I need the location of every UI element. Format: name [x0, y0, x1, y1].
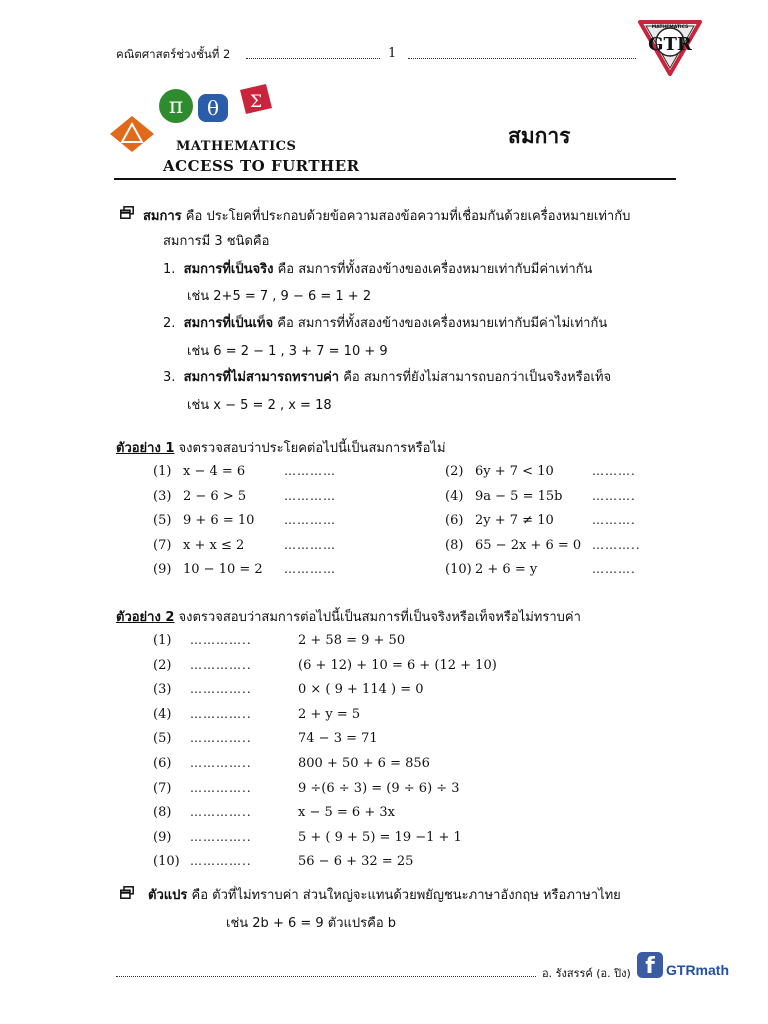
example2-num: (6) [153, 756, 172, 771]
kind-name: สมการที่เป็นเท็จ [183, 316, 274, 331]
page-title: สมการ [508, 124, 571, 148]
example2-expr: 9 ÷(6 ÷ 3) = (9 ÷ 6) ÷ 3 [298, 781, 460, 796]
kind-name: สมการที่เป็นจริง [183, 262, 274, 277]
kind-num: 1. [163, 262, 176, 277]
example2-num: (2) [153, 658, 172, 673]
logo-line2: ACCESS TO FURTHER [163, 157, 360, 175]
example2-blank: ………….. [190, 805, 252, 819]
kind-item [163, 366, 611, 387]
example1-blank: ………… [284, 562, 336, 576]
kind-num: 2. [163, 316, 176, 331]
example2-blank: ………….. [190, 658, 252, 672]
example2-num: (9) [153, 830, 172, 845]
example1-instruction: จงตรวจสอบว่าประโยคต่อไปนี้เป็นสมการหรือไม่ [174, 441, 446, 456]
example1-expr: 9 + 6 = 10 [183, 513, 255, 528]
variable-term: ตัวแปร [148, 888, 188, 903]
example2-num: (10) [153, 854, 180, 869]
kind-example: เช่น 2+5 = 7 , 9 − 6 = 1 + 2 [187, 289, 372, 304]
kind-item [163, 312, 607, 333]
example1-num: (10) [445, 562, 472, 577]
footer-author: อ. รังสรรค์ (อ. ปิง) [542, 967, 631, 980]
example2-expr: 5 + ( 9 + 5) = 19 −1 + 1 [298, 830, 462, 845]
example2-num: (7) [153, 781, 172, 796]
title-rule [114, 178, 676, 180]
example1-num: (7) [153, 538, 172, 553]
example1-expr: x + x ≤ 2 [183, 538, 245, 553]
kind-example: เช่น x − 5 = 2 , x = 18 [187, 398, 332, 413]
example2-expr: (6 + 12) + 10 = 6 + (12 + 10) [298, 658, 497, 673]
example2-heading [116, 606, 581, 627]
example2-blank: ………….. [190, 731, 252, 745]
example1-expr: 65 − 2x + 6 = 0 [475, 538, 582, 553]
example2-expr: 56 − 6 + 32 = 25 [298, 854, 414, 869]
header-dotline-left [246, 58, 380, 59]
example1-num: (4) [445, 489, 464, 504]
example2-expr: 800 + 50 + 6 = 856 [298, 756, 430, 771]
kind-num: 3. [163, 370, 176, 385]
example2-blank: ………….. [190, 682, 252, 696]
header-dotline-right [408, 58, 636, 59]
example1-num: (2) [445, 464, 464, 479]
delta-symbol-icon [110, 116, 154, 152]
example2-blank: ………….. [190, 756, 252, 770]
example1-num: (1) [153, 464, 172, 479]
example1-label: ตัวอย่าง 1 [116, 441, 175, 456]
variable-line [148, 884, 621, 905]
example2-num: (3) [153, 682, 172, 697]
example1-blank: ………… [284, 538, 336, 552]
example2-expr: x − 5 = 6 + 3x [298, 805, 395, 820]
example1-expr: 6y + 7 < 10 [475, 464, 554, 479]
page-number: 1 [388, 46, 397, 61]
window-icon [120, 886, 134, 899]
example1-num: (3) [153, 489, 172, 504]
definition-line [143, 205, 630, 226]
example1-blank: ………… [284, 464, 336, 478]
definition-term: สมการ [143, 209, 182, 224]
svg-text:π: π [168, 94, 184, 119]
example2-blank: ………….. [190, 781, 252, 795]
example1-blank: ………. [592, 464, 636, 478]
kind-name: สมการที่ไม่สามารถทราบค่า [183, 370, 340, 385]
example2-num: (1) [153, 633, 172, 648]
svg-text:Σ: Σ [249, 92, 263, 112]
logo-line1: MATHEMATICS [176, 139, 297, 154]
example1-expr: 2y + 7 ≠ 10 [475, 513, 554, 528]
example2-num: (4) [153, 707, 172, 722]
example1-num: (6) [445, 513, 464, 528]
example1-blank: ………. [592, 562, 636, 576]
footer-dotline [116, 976, 536, 977]
example1-blank: ………. [592, 489, 636, 503]
example2-expr: 2 + 58 = 9 + 50 [298, 633, 406, 648]
kind-desc: คือ สมการที่ทั้งสองข้างของเครื่องหมายเท่ากับมีค่าเท่ากัน [273, 262, 593, 277]
example2-blank: ………….. [190, 854, 252, 868]
example2-num: (8) [153, 805, 172, 820]
brand-link[interactable]: GTRmath [666, 962, 729, 978]
example2-blank: ………….. [190, 707, 252, 721]
badge-text: MATHEMATICS [651, 25, 689, 30]
variable-text: คือ ตัวที่ไม่ทราบค่า ส่วนใหญ่จะแทนด้วยพยัญชนะภาษาอังกฤษ หรือภาษาไทย [187, 888, 621, 903]
example2-blank: ………….. [190, 830, 252, 844]
example1-heading [116, 437, 446, 458]
kind-desc: คือ สมการที่ยังไม่สามารถบอกว่าเป็นจริงหรือเท็จ [339, 370, 612, 385]
example1-num: (9) [153, 562, 172, 577]
header-course: คณิตศาสตร์ช่วงชั้นที่ 2 [116, 47, 231, 61]
example1-expr: x − 4 = 6 [183, 464, 246, 479]
example1-expr: 2 + 6 = y [475, 562, 538, 577]
example1-expr: 10 − 10 = 2 [183, 562, 263, 577]
example1-expr: 9a − 5 = 15b [475, 489, 563, 504]
example2-expr: 74 − 3 = 71 [298, 731, 378, 746]
example1-blank: ………… [284, 513, 336, 527]
kind-example: เช่น 6 = 2 − 1 , 3 + 7 = 10 + 9 [187, 344, 388, 359]
example1-expr: 2 − 6 > 5 [183, 489, 247, 504]
example2-num: (5) [153, 731, 172, 746]
gtr-badge-logo [636, 18, 704, 76]
example2-expr: 0 × ( 9 + 114 ) = 0 [298, 682, 424, 697]
example1-blank: ………. [592, 513, 636, 527]
svg-text:θ: θ [206, 96, 220, 120]
badge-letters: GTR [648, 34, 692, 55]
example1-num: (8) [445, 538, 464, 553]
example2-blank: ………….. [190, 633, 252, 647]
example2-expr: 2 + y = 5 [298, 707, 361, 722]
kind-desc: คือ สมการที่ทั้งสองข้างของเครื่องหมายเท่ากับมีค่าไม่เท่ากัน [273, 316, 608, 331]
example1-num: (5) [153, 513, 172, 528]
window-icon [120, 206, 134, 219]
example1-blank: ………… [284, 489, 336, 503]
example2-label: ตัวอย่าง 2 [116, 610, 175, 625]
kinds-intro: สมการมี 3 ชนิดคือ [163, 234, 270, 249]
example2-instruction: จงตรวจสอบว่าสมการต่อไปนี้เป็นสมการที่เป็นจริงหรือเท็จหรือไม่ทราบค่า [174, 610, 581, 625]
variable-example: เช่น 2b + 6 = 9 ตัวแปรคือ b [226, 916, 397, 931]
kind-item [163, 258, 592, 279]
example1-blank: ……….. [592, 538, 641, 552]
facebook-icon[interactable]: f [637, 952, 663, 978]
definition-text: คือ ประโยคที่ประกอบด้วยข้อความสองข้อความที่เชื่อมกันด้วยเครื่องหมายเท่ากับ [181, 209, 631, 224]
